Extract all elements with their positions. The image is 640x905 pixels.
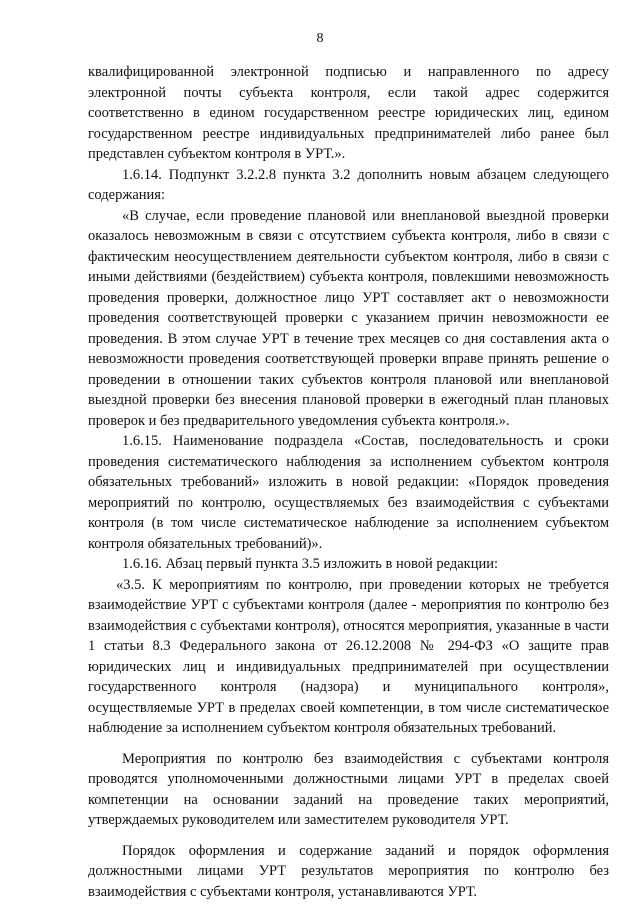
paragraph-1-6-15: 1.6.15. Наименование подраздела «Состав, последовательность и сроки проведения систематического наблюдения за исполнением субъектом контроля обязательных требований» изложить в новой редакции: «Порядок проведения мероприятий по контролю, осуществляемых без взаимодействия с субъектами контроля (в том числе систематическое наблюдение за исполнением субъектом контроля обязательных требований)».	[88, 433, 609, 552]
paragraph-quote-inspection: «В случае, если проведение плановой или внеплановой выездной проверки оказалось невозможным в связи с отсутствием субъекта контроля, либо в связи с фактическим неосуществлением деятельности субъектом контроля, либо в связи с иными действиями (бездействием) субъекта контроля, повлекшими невозможность проведения проверки, должностное лицо УРТ составляет акт о невозможности проведения соответствующей проверки с указанием причин невозможности ее проведения. В этом случае УРТ в течение трех месяцев со дня составления акта о невозможности проведения соответствующей проверки вправе принять решение о проведении в отношении таких субъектов контроля плановой или внеплановой выездной проверки без внесения плановой проверки в ежегодный план плановых проверок и без предварительного уведомления субъекта контроля.».	[88, 207, 609, 429]
paragraph-1-6-14: 1.6.14. Подпункт 3.2.2.8 пункта 3.2 дополнить новым абзацем следующего содержания:	[88, 166, 609, 203]
paragraph-procedure: Порядок оформления и содержание заданий и порядок оформления должностными лицами УРТ результатов мероприятия по контролю без взаимодействия с субъектами контроля, устанавливаются УРТ.	[88, 842, 609, 900]
page-number: 8	[316, 31, 324, 46]
paragraph-1-6-16: 1.6.16. Абзац первый пункта 3.5 изложить в новой редакции:	[122, 556, 499, 572]
document-body	[88, 62, 609, 902]
paragraph-control-measures: Мероприятия по контролю без взаимодействия с субъектами контроля проводятся уполномоченными должностными лицами УРТ в пределах своей компетенции на основании заданий на проведение таких мероприятий, утверждаемых руководителем или заместителем руководителя УРТ.	[88, 750, 609, 828]
paragraph-continuation: квалифицированной электронной подписью и направленного по адресу электронной почты субъекта контроля, если такой адрес содержится соответственно в едином государственном реестре юридических лиц, едином государственном реестре индивидуальных предпринимателей либо ранее был представлен субъектом контроля в УРТ.».	[88, 64, 609, 162]
paragraph-3-5: «3.5. К мероприятиям по контролю, при проведении которых не требуется взаимодействие УРТ с субъектами контроля (далее - мероприятия по контролю без взаимодействия с субъектами контроля), относятся мероприятия, указанные в части 1 статьи 8.3 Федерального закона от 26.12.2008 № 294-ФЗ «О защите прав юридических лиц и индивидуальных предпринимателей при осуществлении государственного контроля (надзора) и муниципального контроля», осуществляемые УРТ в пределах своей компетенции, в том числе систематическое наблюдение за исполнением субъектом контроля обязательных требований.	[88, 576, 609, 736]
